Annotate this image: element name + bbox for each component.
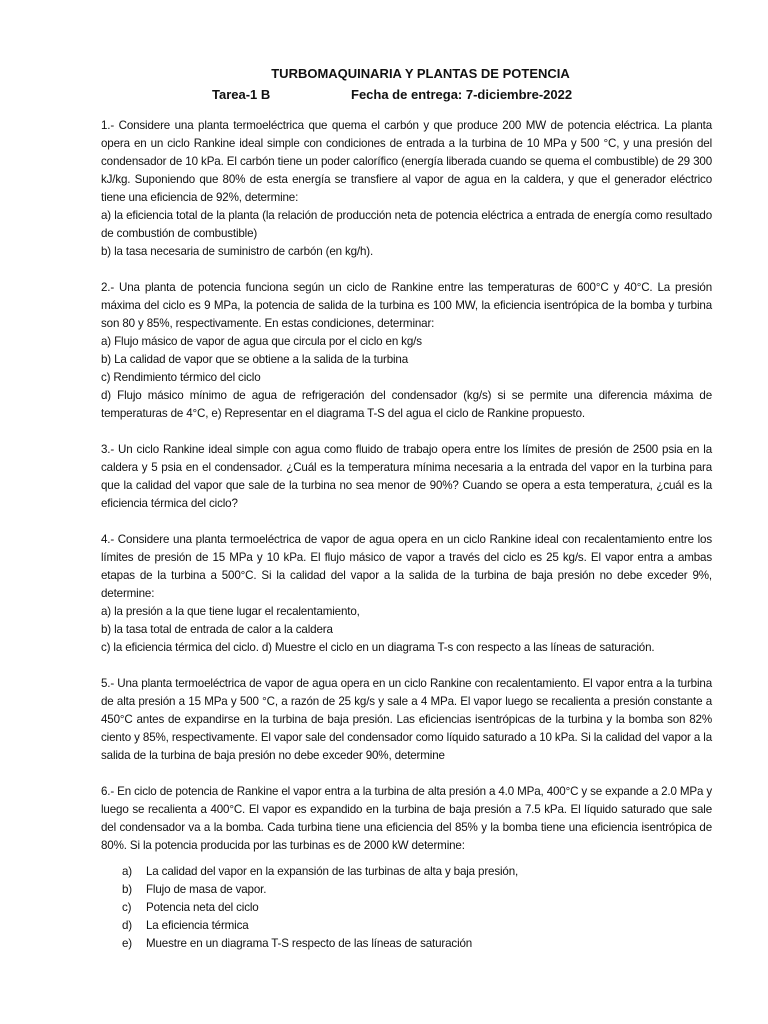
list-text: La calidad del vapor en la expansión de las turbinas de alta y baja presión, [146,865,519,878]
problem-5 [101,675,712,765]
list-letter: e) [122,937,133,950]
list-letter: a) [122,865,133,878]
list-text: La eficiencia térmica [146,919,249,932]
assignment-info [101,87,712,102]
due-date: Fecha de entrega: 7-diciembre-2022 [351,87,573,102]
list-text: Flujo de masa de vapor. [146,883,267,896]
problem-item: c) la eficiencia térmica del ciclo. d) Muestre el ciclo en un diagrama T-s con respecto a las líneas de saturación. [101,641,655,654]
problem-item: b) la tasa total de entrada de calor a la caldera [101,623,333,636]
problem-statement: 5.- Una planta termoeléctrica de vapor de agua opera en un ciclo Rankine con recalentamiento. El vapor entra a la turbina de alta presión a 15 MPa y 500 °C, a razón de 25 kg/s y sale a 4 MPa. El vapor luego se recalienta a presión constante a 450°C antes de expandirse en la turbina de baja presión. Las eficiencias isentrópicas de la turbina y la bomba son 82% ciento y 85%, respectivamente. El vapor sale del condensador como líquido saturado a 10 kPa. Si la calidad del vapor a la salida de la turbina de baja presión no debe exceder 90%, determine [101,677,712,762]
list-letter: b) [122,883,133,896]
problem-item: b) la tasa necesaria de suministro de carbón (en kg/h). [101,245,374,258]
problem-4 [101,531,712,657]
list-text: Potencia neta del ciclo [146,901,259,914]
problem-statement: 4.- Considere una planta termoeléctrica de vapor de agua opera en un ciclo Rankine ideal con recalentamiento entre los límites de presión de 15 MPa y 10 kPa. El flujo másico de vapor a través del ciclo es 25 kg/s. El vapor entra a ambas etapas de la turbina a 500°C. Si la calidad del vapor a la salida de la turbina de baja presión no debe exceder 9%, determine: [101,533,712,600]
problem-statement: 1.- Considere una planta termoeléctrica que quema el carbón y que produce 200 MW de potencia eléctrica. La planta opera en un ciclo Rankine ideal simple con condiciones de entrada a la turbina de 10 MPa y 500 °C, y una presión del condensador de 10 kPa. El carbón tiene un poder calorífico (energía liberada cuando se quema el combustible) de 29 300 kJ/kg. Suponiendo que 80% de esta energía se transfiere al vapor de agua en la caldera, y que el generador eléctrico tiene una eficiencia de 92%, determine: [101,119,712,204]
problem-item: a) la eficiencia total de la planta (la relación de producción neta de potencia eléctrica a entrada de energía como resultado de combustión de combustible) [101,209,712,240]
list-item [101,899,712,917]
list-letter: d) [122,919,133,932]
assignment-number: Tarea-1 B [212,87,271,102]
problem-6 [101,783,712,953]
problem-3 [101,441,712,513]
list-item [101,935,712,953]
problem-statement: 3.- Un ciclo Rankine ideal simple con agua como fluido de trabajo opera entre los límites de presión de 2500 psia en la caldera y 5 psia en el condensador. ¿Cuál es la temperatura mínima necesaria a la entrada del vapor en la turbina para que la calidad del vapor que sale de la turbina no sea menor de 90%? Cuando se opera a esta temperatura, ¿cuál es la eficiencia térmica del ciclo? [101,443,712,510]
problem-item: a) la presión a la que tiene lugar el recalentamiento, [101,605,360,618]
problem-item: a) Flujo másico de vapor de agua que circula por el ciclo en kg/s [101,335,422,348]
problem-1 [101,117,712,261]
document-title: TURBOMAQUINARIA Y PLANTAS DE POTENCIA [271,66,570,81]
problem-statement: 2.- Una planta de potencia funciona según un ciclo de Rankine entre las temperaturas de 600°C y 40°C. La presión máxima del ciclo es 9 MPa, la potencia de salida de la turbina es 100 MW, la eficiencia isentrópica de la bomba y turbina son 80 y 85%, respectivamente. En estas condiciones, determinar: [101,281,712,330]
problem-statement: 6.- En ciclo de potencia de Rankine el vapor entra a la turbina de alta presión a 4.0 MPa, 400°C y se expande a 2.0 MPa y luego se recalienta a 400°C. El vapor es expandido en la turbina de baja presión a 7.5 kPa. El líquido saturado que sale del condensador va a la bomba. Cada turbina tiene una eficiencia del 85% y la bomba tiene una eficiencia isentrópica de 80%. Si la potencia producida por las turbinas es de 2000 kW determine: [101,785,712,852]
list-item [101,917,712,935]
list-text: Muestre en un diagrama T-S respecto de las líneas de saturación [146,937,473,950]
list-letter: c) [122,901,132,914]
problem-item: c) Rendimiento térmico del ciclo [101,371,261,384]
list-item [101,881,712,899]
problem-6-list [101,863,712,953]
problem-item: b) La calidad de vapor que se obtiene a la salida de la turbina [101,353,409,366]
list-item [101,863,712,881]
problem-2 [101,279,712,423]
problem-item: d) Flujo másico mínimo de agua de refrigeración del condensador (kg/s) si se permite una diferencia máxima de temperaturas de 4°C, e) Representar en el diagrama T-S del agua el ciclo de Rankine propuesto. [101,389,712,420]
